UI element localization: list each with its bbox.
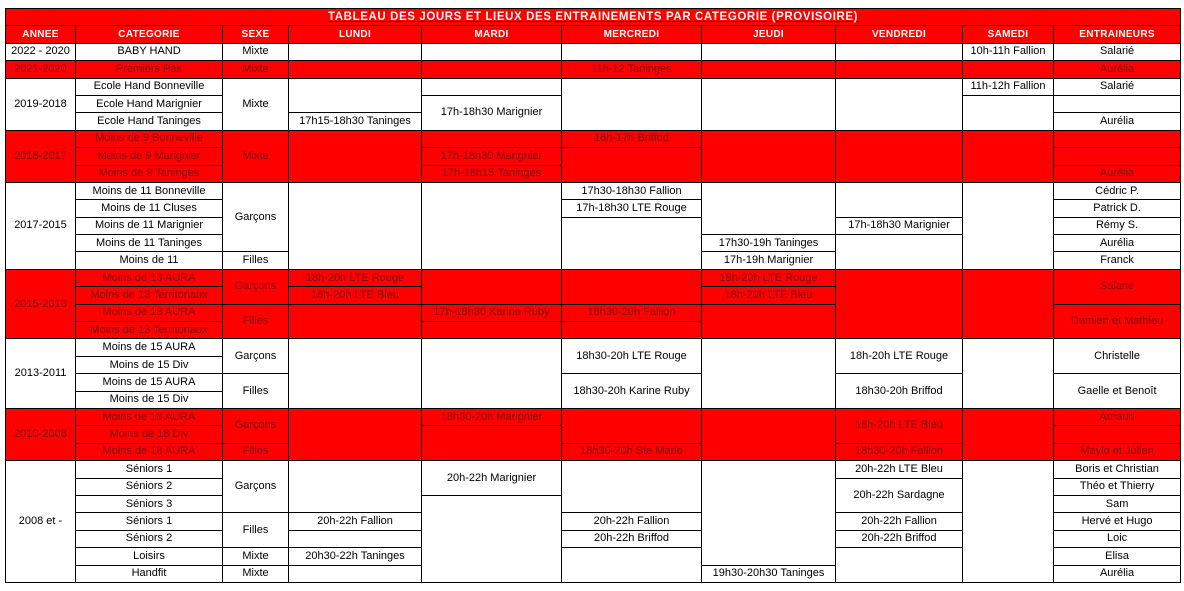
- lundi-cell: [289, 461, 422, 513]
- categorie-cell: Moins de 13 Territoriaux: [76, 322, 223, 339]
- categorie-cell: Séniors 1: [76, 513, 223, 530]
- vendredi-cell: [836, 182, 963, 217]
- vendredi-cell: [836, 269, 963, 339]
- lundi-cell: [289, 130, 422, 182]
- entraineur-cell: Salarié: [1054, 269, 1181, 304]
- jeudi-cell: 19h30-20h30 Taninges: [702, 565, 836, 582]
- categorie-cell: Moins de 13 AURA: [76, 304, 223, 321]
- entraineur-cell: Rémy S.: [1054, 217, 1181, 234]
- sexe-cell: Garçons: [223, 408, 289, 443]
- table-title: TABLEAU DES JOURS ET LIEUX DES ENTRAINEMENTS PAR CATEGORIE (PROVISOIRE): [6, 9, 1181, 26]
- categorie-cell: Moins de 11 Marignier: [76, 217, 223, 234]
- vendredi-cell: [836, 43, 963, 60]
- table-row: [6, 61, 1181, 78]
- table-row: [6, 130, 1181, 147]
- sexe-cell: Filles: [223, 443, 289, 460]
- mardi-cell: [422, 339, 562, 409]
- samedi-cell: 10h-11h Fallion: [963, 43, 1054, 60]
- sexe-cell: Garçons: [223, 269, 289, 304]
- samedi-cell: [963, 408, 1054, 460]
- table-row: [6, 461, 1181, 478]
- categorie-cell: Loisirs: [76, 548, 223, 565]
- vendredi-cell: 18h30-20h Fallion: [836, 443, 963, 460]
- header-entraineurs: ENTRAINEURS: [1054, 26, 1181, 43]
- annee-cell: 2013-2011: [6, 339, 76, 409]
- samedi-cell: [963, 269, 1054, 339]
- mardi-cell: [422, 322, 562, 339]
- categorie-cell: Séniors 2: [76, 530, 223, 547]
- table-row: [6, 182, 1181, 199]
- sexe-cell: Mixte: [223, 78, 289, 130]
- categorie-cell: Moins de 18 AURA: [76, 408, 223, 425]
- vendredi-cell: [836, 548, 963, 583]
- mercredi-cell: [562, 322, 702, 339]
- entraineur-cell: Sam: [1054, 495, 1181, 512]
- entraineur-cell: Elisa: [1054, 548, 1181, 565]
- mardi-cell: [422, 78, 562, 95]
- lundi-cell: 18h-20h LTE Bleu: [289, 287, 422, 304]
- annee-cell: 2018-2017: [6, 130, 76, 182]
- entraineur-cell: Christelle: [1054, 339, 1181, 374]
- categorie-cell: Séniors 2: [76, 478, 223, 495]
- sexe-cell: Garçons: [223, 461, 289, 513]
- jeudi-cell: 18h-20h LTE Rouge: [702, 269, 836, 286]
- lundi-cell: [289, 78, 422, 113]
- mardi-cell: 17h-18h30 Marignier: [422, 95, 562, 130]
- mardi-cell: [422, 426, 562, 461]
- sexe-cell: Mixte: [223, 130, 289, 182]
- vendredi-cell: 20h-22h LTE Bleu: [836, 461, 963, 478]
- sexe-cell: Garçons: [223, 339, 289, 374]
- mardi-cell: 17h-18h30 Karine Ruby: [422, 304, 562, 321]
- categorie-cell: Moins de 15 Div: [76, 356, 223, 373]
- jeudi-cell: [702, 182, 836, 234]
- categorie-cell: Moins de 9 Marignier: [76, 148, 223, 165]
- jeudi-cell: 17h-19h Marignier: [702, 252, 836, 269]
- entraineur-cell: Boris et Christian: [1054, 461, 1181, 478]
- entraineur-cell: Aurélia: [1054, 565, 1181, 582]
- vendredi-cell: 17h-18h30 Marignier: [836, 217, 963, 234]
- jeudi-cell: [702, 304, 836, 339]
- header-mardi: MARDI: [422, 26, 562, 43]
- lundi-cell: [289, 61, 422, 78]
- header-row: [6, 26, 1181, 43]
- vendredi-cell: [836, 235, 963, 270]
- sexe-cell: Filles: [223, 252, 289, 269]
- categorie-cell: Ecole Hand Bonneville: [76, 78, 223, 95]
- mercredi-cell: 18h30-20h Ste Marie: [562, 443, 702, 460]
- jeudi-cell: [702, 78, 836, 130]
- entraineur-cell: [1054, 95, 1181, 112]
- categorie-cell: Moins de 13 Territoriaux: [76, 287, 223, 304]
- header-vendredi: VENDREDI: [836, 26, 963, 43]
- categorie-cell: Ecole Hand Taninges: [76, 113, 223, 130]
- mercredi-cell: [562, 548, 702, 583]
- mercredi-cell: [562, 148, 702, 183]
- mercredi-cell: [562, 43, 702, 60]
- samedi-cell: [963, 61, 1054, 78]
- table-row: [6, 269, 1181, 286]
- entraineur-cell: Salarié: [1054, 43, 1181, 60]
- mercredi-cell: 18h30-20h LTE Rouge: [562, 339, 702, 374]
- jeudi-cell: [702, 461, 836, 565]
- mercredi-cell: 11h-12 Taninges: [562, 61, 702, 78]
- mercredi-cell: 20h-22h Briffod: [562, 530, 702, 547]
- annee-cell: 2015-2013: [6, 269, 76, 339]
- categorie-cell: Moins de 9 Bonneville: [76, 130, 223, 147]
- mardi-cell: 20h-22h Marignier: [422, 461, 562, 496]
- jeudi-cell: [702, 130, 836, 182]
- mardi-cell: 17h-18h30 Marignier: [422, 148, 562, 165]
- vendredi-cell: 20h-22h Sardagne: [836, 478, 963, 513]
- vendredi-cell: 18h30-20h Briffod: [836, 374, 963, 409]
- entraineur-cell: Aurélia: [1054, 113, 1181, 130]
- entraineur-cell: Patrick D.: [1054, 200, 1181, 217]
- lundi-cell: [289, 565, 422, 582]
- categorie-cell: Premiers Pas: [76, 61, 223, 78]
- entraineur-cell: Aurélia: [1054, 61, 1181, 78]
- lundi-cell: [289, 530, 422, 547]
- mercredi-cell: [562, 217, 702, 269]
- vendredi-cell: [836, 61, 963, 78]
- jeudi-cell: 18h-20h LTE Bleu: [702, 287, 836, 304]
- sexe-cell: Mixte: [223, 548, 289, 565]
- entraineur-cell: Cédric P.: [1054, 182, 1181, 199]
- samedi-cell: [963, 182, 1054, 269]
- entraineur-cell: Arnaud: [1054, 408, 1181, 425]
- training-schedule-table: [5, 8, 1181, 583]
- samedi-cell: [963, 461, 1054, 583]
- categorie-cell: Moins de 13 AURA: [76, 269, 223, 286]
- entraineur-cell: Salarié: [1054, 78, 1181, 95]
- lundi-cell: 20h-22h Fallion: [289, 513, 422, 530]
- categorie-cell: Séniors 3: [76, 495, 223, 512]
- categorie-cell: Ecole Hand Marignier: [76, 95, 223, 112]
- categorie-cell: Moins de 18 AURA: [76, 443, 223, 460]
- lundi-cell: [289, 43, 422, 60]
- vendredi-cell: 20h-22h Fallion: [836, 513, 963, 530]
- mardi-cell: [422, 269, 562, 304]
- categorie-cell: Moins de 11 Cluses: [76, 200, 223, 217]
- entraineur-cell: Théo et Thierry: [1054, 478, 1181, 495]
- samedi-cell: [963, 130, 1054, 182]
- annee-cell: 2019-2018: [6, 78, 76, 130]
- categorie-cell: Moins de 11 Taninges: [76, 235, 223, 252]
- mardi-cell: [422, 130, 562, 147]
- categorie-cell: Handfit: [76, 565, 223, 582]
- lundi-cell: 17h15-18h30 Taninges: [289, 113, 422, 130]
- mardi-cell: 17h-18h15 Taninges: [422, 165, 562, 182]
- lundi-cell: [289, 408, 422, 460]
- mercredi-cell: [562, 78, 702, 130]
- vendredi-cell: 18h-20h LTE Bleu: [836, 408, 963, 443]
- sexe-cell: Filles: [223, 304, 289, 339]
- mercredi-cell: 17h30-18h30 Fallion: [562, 182, 702, 199]
- table-row: [6, 408, 1181, 425]
- annee-cell: 2010-2008: [6, 408, 76, 460]
- entraineur-cell: Gaelle et Benoît: [1054, 374, 1181, 409]
- lundi-cell: [289, 339, 422, 409]
- mardi-cell: [422, 182, 562, 269]
- entraineur-cell: [1054, 426, 1181, 443]
- vendredi-cell: [836, 130, 963, 182]
- mercredi-cell: 20h-22h Fallion: [562, 513, 702, 530]
- categorie-cell: BABY HAND: [76, 43, 223, 60]
- vendredi-cell: 18h-20h LTE Rouge: [836, 339, 963, 374]
- mercredi-cell: [562, 269, 702, 304]
- entraineur-cell: Maylo et Julien: [1054, 443, 1181, 460]
- header-categorie: CATEGORIE: [76, 26, 223, 43]
- mercredi-cell: 17h-18h30 LTE Rouge: [562, 200, 702, 217]
- categorie-cell: Moins de 15 Div: [76, 391, 223, 408]
- header-samedi: SAMEDI: [963, 26, 1054, 43]
- lundi-cell: 20h30-22h Taninges: [289, 548, 422, 565]
- table-row: [6, 78, 1181, 95]
- samedi-cell: 11h-12h Fallion: [963, 78, 1054, 95]
- entraineur-cell: Loic: [1054, 530, 1181, 547]
- categorie-cell: Séniors 1: [76, 461, 223, 478]
- sexe-cell: Mixte: [223, 61, 289, 78]
- entraineur-cell: Franck: [1054, 252, 1181, 269]
- mercredi-cell: [562, 461, 702, 513]
- samedi-cell: [963, 339, 1054, 409]
- jeudi-cell: [702, 43, 836, 60]
- mercredi-cell: 18h30-20h Karine Ruby: [562, 374, 702, 409]
- jeudi-cell: [702, 408, 836, 460]
- sexe-cell: Mixte: [223, 43, 289, 60]
- header-mercredi: MERCREDI: [562, 26, 702, 43]
- lundi-cell: 18h-20h LTE Rouge: [289, 269, 422, 286]
- categorie-cell: Moins de 11: [76, 252, 223, 269]
- header-sexe: SEXE: [223, 26, 289, 43]
- samedi-cell: [963, 95, 1054, 130]
- mardi-cell: [422, 43, 562, 60]
- categorie-cell: Moins de 9 Taninges: [76, 165, 223, 182]
- annee-cell: 2022 - 2020: [6, 43, 76, 60]
- jeudi-cell: [702, 339, 836, 409]
- header-lundi: LUNDI: [289, 26, 422, 43]
- jeudi-cell: 17h30-19h Taninges: [702, 235, 836, 252]
- entraineur-cell: Aurélia: [1054, 235, 1181, 252]
- lundi-cell: [289, 182, 422, 269]
- mardi-cell: 18h30-20h Marignier: [422, 408, 562, 425]
- lundi-cell: [289, 304, 422, 339]
- annee-cell: 2017-2015: [6, 182, 76, 269]
- entraineur-cell: Hervé et Hugo: [1054, 513, 1181, 530]
- entraineur-cell: Aurélia: [1054, 165, 1181, 182]
- sexe-cell: Filles: [223, 374, 289, 409]
- table-row: [6, 43, 1181, 60]
- categorie-cell: Moins de 18 Div: [76, 426, 223, 443]
- header-annee: ANNEE: [6, 26, 76, 43]
- categorie-cell: Moins de 15 AURA: [76, 374, 223, 391]
- jeudi-cell: [702, 61, 836, 78]
- sexe-cell: Filles: [223, 513, 289, 548]
- mercredi-cell: 18h30-20h Fallion: [562, 304, 702, 321]
- mardi-cell: [422, 61, 562, 78]
- annee-cell: 2008 et -: [6, 461, 76, 583]
- mercredi-cell: [562, 408, 702, 443]
- mardi-cell: [422, 495, 562, 582]
- categorie-cell: Moins de 11 Bonneville: [76, 182, 223, 199]
- entraineur-cell: [1054, 148, 1181, 165]
- sexe-cell: Garçons: [223, 182, 289, 252]
- table-row: [6, 339, 1181, 356]
- entraineur-cell: Damien et Mathieu: [1054, 304, 1181, 339]
- sexe-cell: Mixte: [223, 565, 289, 582]
- header-jeudi: JEUDI: [702, 26, 836, 43]
- vendredi-cell: [836, 78, 963, 130]
- categorie-cell: Moins de 15 AURA: [76, 339, 223, 356]
- mercredi-cell: 16h-17h Briffod: [562, 130, 702, 147]
- entraineur-cell: [1054, 130, 1181, 147]
- annee-cell: 2021-2020: [6, 61, 76, 78]
- vendredi-cell: 20h-22h Briffod: [836, 530, 963, 547]
